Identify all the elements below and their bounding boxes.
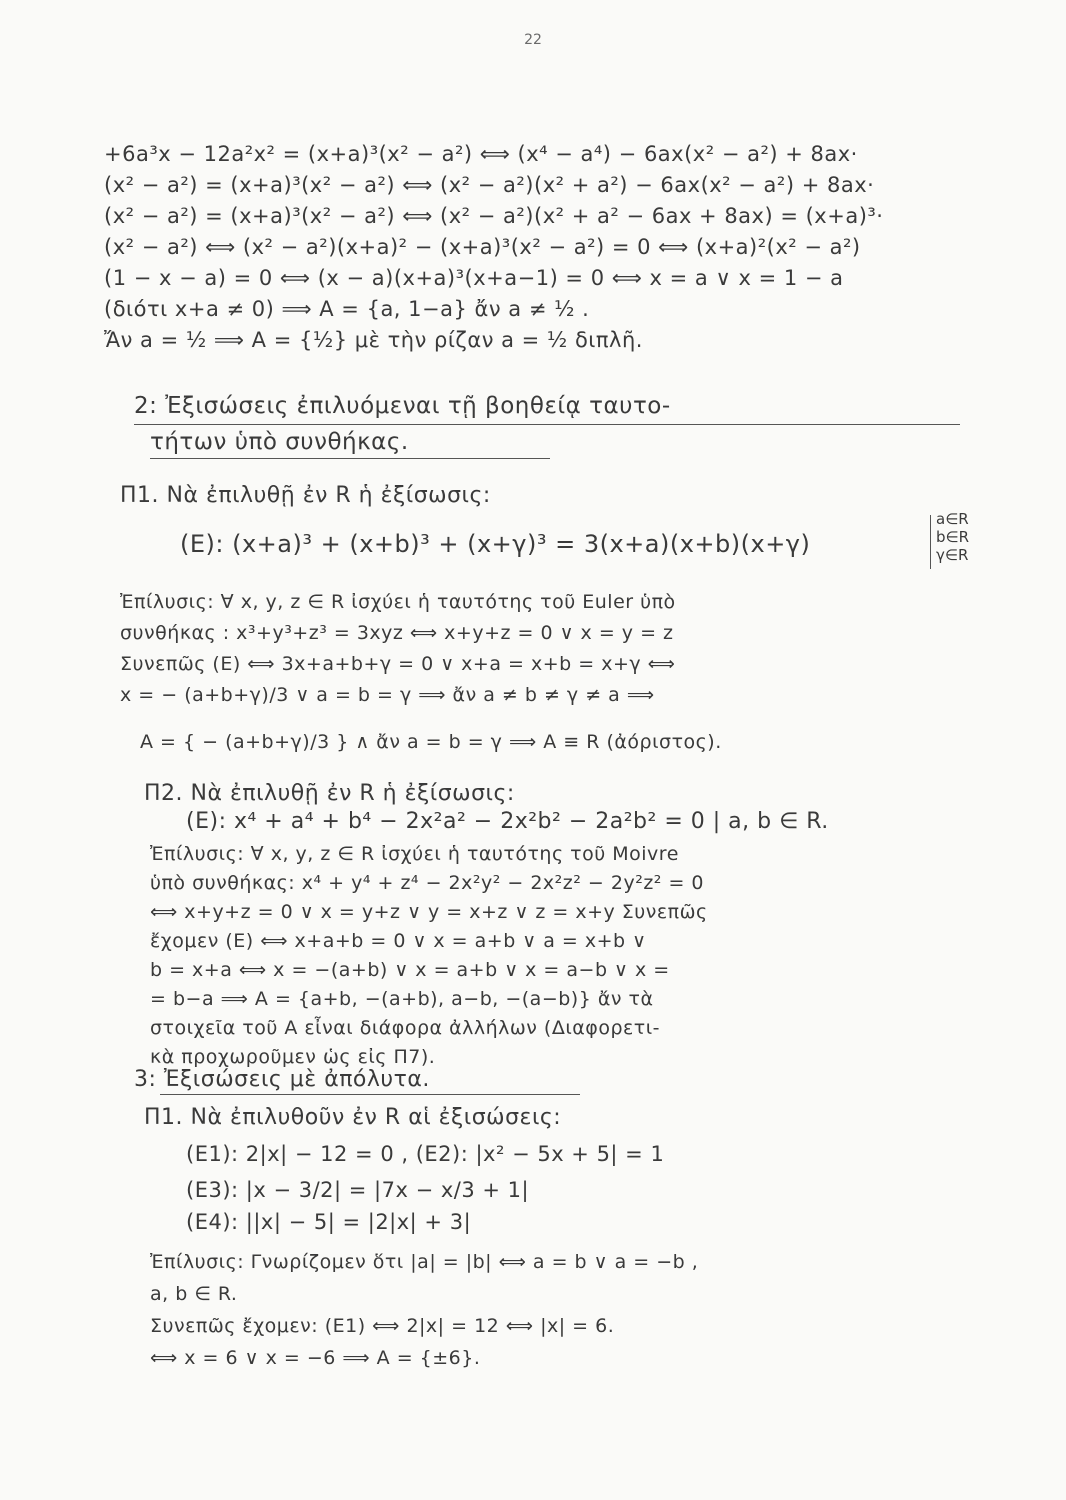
- problem-1-solution-line-4: x = − (a+b+γ)/3 ∨ a = b = γ ⟹ ἄν a ≠ b ≠ γ ≠ a ⟹: [120, 684, 655, 706]
- derivation-line-1: +6a³x − 12a²x² = (x+a)³(x² − a²) ⟺ (x⁴ − a⁴) − 6ax(x² − a²) + 8ax·: [104, 142, 858, 166]
- derivation-line-7: Ἄν a = ½ ⟹ A = {½} μὲ τὴν ρίζαν a = ½ διπλῆ.: [104, 328, 643, 352]
- equation-e3: (E3): |x − 3/2| = |7x − x/3 + 1|: [186, 1178, 530, 1202]
- problem-2-solution-line-5: b = x+a ⟺ x = −(a+b) ∨ x = a+b ∨ x = a−b ∨ x =: [150, 959, 670, 981]
- heading-underline: [150, 458, 550, 459]
- problem-2-solution-line-4: ἔχομεν (E) ⟺ x+a+b = 0 ∨ x = a+b ∨ a = x+b ∨: [150, 930, 647, 952]
- problem-3-solution-line-3: Συνεπῶς ἔχομεν: (E1) ⟺ 2|x| = 12 ⟺ |x| = 6.: [150, 1315, 615, 1337]
- condition-bar: [930, 515, 931, 569]
- equation-e1-e2: (E1): 2|x| − 12 = 0 , (E2): |x² − 5x + 5| = 1: [186, 1142, 665, 1166]
- problem-1-solution-line-5: A = { − (a+b+γ)/3 } ∧ ἄν a = b = γ ⟹ A ≡ R (ἀόριστος).: [140, 731, 722, 753]
- problem-2-solution-line-3: ⟺ x+y+z = 0 ∨ x = y+z ∨ y = x+z ∨ z = x+y Συνεπῶς: [150, 901, 708, 923]
- section-2-heading-line-2: τήτων ὑπὸ συνθήκας.: [150, 429, 409, 455]
- problem-1-solution-line-2: συνθήκας : x³+y³+z³ = 3xyz ⟺ x+y+z = 0 ∨ x = y = z: [120, 622, 674, 644]
- problem-2-solution-line-8: κὰ προχωροῦμεν ὡς εἰς Π7).: [150, 1046, 436, 1068]
- condition-a: a∈R: [936, 510, 969, 528]
- derivation-line-4: (x² − a²) ⟺ (x² − a²)(x+a)² − (x+a)³(x² − a²) = 0 ⟺ (x+a)²(x² − a²): [104, 235, 861, 259]
- page-number: 22: [524, 32, 542, 48]
- derivation-line-5: (1 − x − a) = 0 ⟺ (x − a)(x+a)³(x+a−1) = 0 ⟺ x = a ∨ x = 1 − a: [104, 266, 844, 290]
- condition-b: b∈R: [936, 528, 970, 546]
- problem-1-solution-line-3: Συνεπῶς (E) ⟺ 3x+a+b+γ = 0 ∨ x+a = x+b = x+γ ⟺: [120, 653, 676, 675]
- derivation-line-3: (x² − a²) = (x+a)³(x² − a²) ⟺ (x² − a²)(x² + a² − 6ax + 8ax) = (x+a)³·: [104, 204, 884, 228]
- problem-2-solution-line-6: = b−a ⟹ A = {a+b, −(a+b), a−b, −(a−b)} ἄν τὰ: [150, 988, 654, 1010]
- equation-e4: (E4): ||x| − 5| = |2|x| + 3|: [186, 1210, 472, 1234]
- problem-2-title: Π2. Νὰ ἐπιλυθῇ ἐν R ἡ ἐξίσωσις:: [144, 781, 515, 806]
- problem-3-solution-line-1: Ἐπίλυσις: Γνωρίζομεν ὅτι |a| = |b| ⟺ a = b ∨ a = −b ,: [150, 1251, 699, 1273]
- problem-1-solution-line-1: Ἐπίλυσις: ∀ x, y, z ∈ R ἰσχύει ἡ ταυτότης τοῦ Euler ὑπὸ: [120, 591, 676, 613]
- problem-1-equation: (E): (x+a)³ + (x+b)³ + (x+γ)³ = 3(x+a)(x+b)(x+γ): [180, 530, 811, 558]
- section-2-heading-line-1: 2: Ἐξισώσεις ἐπιλυόμεναι τῇ βοηθείᾳ ταυτο-: [134, 393, 671, 419]
- problem-3-solution-line-2: a, b ∈ R.: [150, 1283, 238, 1305]
- problem-2-solution-line-1: Ἐπίλυσις: ∀ x, y, z ∈ R ἰσχύει ἡ ταυτότης τοῦ Moivre: [150, 843, 679, 865]
- problem-2-solution-line-7: στοιχεῖα τοῦ A εἶναι διάφορα ἀλλήλων (Διαφορετι-: [150, 1017, 661, 1039]
- heading-underline: [160, 1094, 580, 1095]
- problem-3-solution-line-4: ⟺ x = 6 ∨ x = −6 ⟹ A = {±6}.: [150, 1347, 481, 1369]
- problem-3-title: Π1. Νὰ ἐπιλυθοῦν ἐν R αἱ ἐξισώσεις:: [144, 1105, 562, 1130]
- problem-2-solution-line-2: ὑπὸ συνθήκας: x⁴ + y⁴ + z⁴ − 2x²y² − 2x²z² − 2y²z² = 0: [150, 872, 705, 894]
- section-3-heading: 3: Ἐξισώσεις μὲ ἀπόλυτα.: [134, 1067, 430, 1092]
- derivation-line-2: (x² − a²) = (x+a)³(x² − a²) ⟺ (x² − a²)(x² + a²) − 6ax(x² − a²) + 8ax·: [104, 173, 875, 197]
- problem-1-title: Π1. Νὰ ἐπιλυθῇ ἐν R ἡ ἐξίσωσις:: [120, 483, 491, 508]
- derivation-line-6: (διότι x+a ≠ 0) ⟹ A = {a, 1−a} ἄν a ≠ ½ .: [104, 297, 590, 321]
- condition-g: γ∈R: [936, 546, 969, 564]
- problem-2-equation: (E): x⁴ + a⁴ + b⁴ − 2x²a² − 2x²b² − 2a²b² = 0 | a, b ∈ R.: [186, 809, 829, 834]
- heading-underline: [134, 424, 960, 425]
